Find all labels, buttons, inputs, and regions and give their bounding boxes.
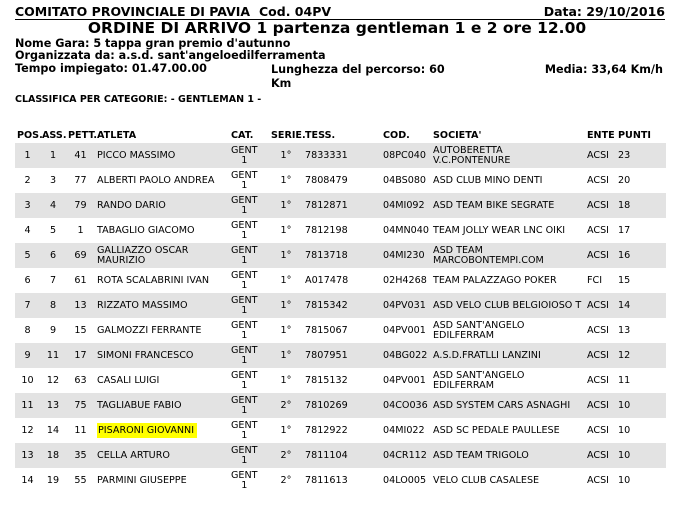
category-stack	[231, 471, 258, 491]
cell-cod: 04LO005	[381, 468, 431, 493]
category-line1: GENT	[231, 144, 258, 156]
cell-pett: 75	[66, 393, 95, 418]
cell-athlete	[95, 293, 229, 318]
column-header: POS.	[17, 129, 43, 141]
cell-ente: ACSI	[585, 293, 616, 318]
cell-ass: 5	[40, 218, 66, 243]
category-line2: 1	[241, 254, 248, 266]
category-stack	[231, 446, 258, 466]
cell-pett: 55	[66, 468, 95, 493]
athlete-name: CELLA ARTURO	[97, 449, 170, 461]
category-stack	[231, 321, 258, 341]
table-row	[15, 343, 666, 368]
category-line2: 1	[241, 179, 248, 191]
cell-cod: 04MI022	[381, 418, 431, 443]
committee-name: COMITATO PROVINCIALE DI PAVIA	[15, 4, 251, 19]
cell-ass: 19	[40, 468, 66, 493]
cell-ass: 3	[40, 168, 66, 193]
category-line1: GENT	[231, 344, 258, 356]
cell-pett: 35	[66, 443, 95, 468]
athlete-name: PISARONI GIOVANNI	[97, 423, 197, 438]
category-line1: GENT	[231, 469, 258, 481]
cell-pos: 9	[15, 343, 40, 368]
cell-pos: 13	[15, 443, 40, 468]
cell-societa: ASD SC PEDALE PAULLESE	[431, 418, 585, 443]
category-line1: GENT	[231, 319, 258, 331]
cell-tess: 7811613	[303, 468, 381, 493]
cell-societa: ASD VELO CLUB BELGIOIOSO T	[431, 293, 585, 318]
cell-category	[229, 168, 269, 193]
cell-serie: 1°	[269, 343, 303, 368]
route-length-line2: Km	[271, 77, 292, 90]
category-line2: 1	[241, 154, 248, 166]
athlete-name: SIMONI FRANCESCO	[97, 349, 194, 361]
athlete-name: ALBERTI PAOLO ANDREA	[97, 174, 215, 186]
category-line2: 1	[241, 279, 248, 291]
page-title: ORDINE DI ARRIVO 1 partenza gentleman 1 e 2 ore 12.00	[87, 19, 587, 37]
cell-pett: 69	[66, 243, 95, 268]
cell-punti: 15	[616, 268, 666, 293]
cell-cod: 04PV001	[381, 368, 431, 393]
cell-serie: 1°	[269, 143, 303, 168]
cell-category	[229, 268, 269, 293]
cell-category	[229, 443, 269, 468]
cell-punti: 23	[616, 143, 666, 168]
table-row	[15, 193, 666, 218]
cell-serie: 1°	[269, 293, 303, 318]
cell-serie: 1°	[269, 218, 303, 243]
cell-cod: 04BG022	[381, 343, 431, 368]
cell-ente: ACSI	[585, 143, 616, 168]
table-header-row	[15, 127, 666, 143]
cell-category	[229, 418, 269, 443]
cell-serie: 2°	[269, 393, 303, 418]
athlete-name: TAGLIABUE FABIO	[97, 399, 182, 411]
cell-serie: 1°	[269, 193, 303, 218]
table-row	[15, 218, 666, 243]
category-line2: 1	[241, 379, 248, 391]
cell-societa: A.S.D.FRATLLI LANZINI	[431, 343, 585, 368]
cell-ass: 7	[40, 268, 66, 293]
average-speed: Media: 33,64 Km/h	[544, 63, 663, 76]
cell-pos: 8	[15, 318, 40, 343]
cell-ass: 18	[40, 443, 66, 468]
table-row	[15, 318, 666, 343]
cell-ente: ACSI	[585, 368, 616, 393]
cell-athlete	[95, 418, 229, 443]
cell-athlete	[95, 368, 229, 393]
category-line1: GENT	[231, 169, 258, 181]
document-date: Data: 29/10/2016	[543, 4, 665, 19]
cell-cod: 04CR112	[381, 443, 431, 468]
athlete-name: PARMINI GIUSEPPE	[97, 474, 187, 486]
column-header: ASS.	[42, 129, 67, 141]
category-line1: GENT	[231, 444, 258, 456]
column-header: SERIE.	[271, 129, 306, 141]
cell-punti: 20	[616, 168, 666, 193]
cell-punti: 10	[616, 468, 666, 493]
cell-ente: FCI	[585, 268, 616, 293]
cell-societa: VELO CLUB CASALESE	[431, 468, 585, 493]
cell-ass: 14	[40, 418, 66, 443]
cell-tess: A017478	[303, 268, 381, 293]
category-line2: 1	[241, 354, 248, 366]
cell-pos: 14	[15, 468, 40, 493]
cell-cod: 04MI092	[381, 193, 431, 218]
cell-ass: 1	[40, 143, 66, 168]
cell-athlete	[95, 218, 229, 243]
column-header: CAT.	[231, 129, 254, 141]
cell-punti: 11	[616, 368, 666, 393]
cell-societa: ASD SANT'ANGELO EDILFERRAM	[431, 318, 585, 343]
category-line2: 1	[241, 454, 248, 466]
cell-punti: 10	[616, 443, 666, 468]
cell-athlete	[95, 318, 229, 343]
cell-tess: 7807951	[303, 343, 381, 368]
category-stack	[231, 346, 258, 366]
cell-pett: 77	[66, 168, 95, 193]
column-header: COD.	[383, 129, 410, 141]
cell-cod: 04MN040	[381, 218, 431, 243]
category-line1: GENT	[231, 394, 258, 406]
cell-pett: 79	[66, 193, 95, 218]
cell-punti: 10	[616, 418, 666, 443]
cell-serie: 1°	[269, 168, 303, 193]
table-row	[15, 368, 666, 393]
cell-cod: 02H4268	[381, 268, 431, 293]
cell-pett: 15	[66, 318, 95, 343]
cell-serie: 1°	[269, 318, 303, 343]
category-line2: 1	[241, 204, 248, 216]
results-body	[15, 143, 666, 493]
cell-tess: 7812198	[303, 218, 381, 243]
athlete-name: PICCO MASSIMO	[97, 149, 176, 161]
cell-pos: 1	[15, 143, 40, 168]
cell-tess: 7808479	[303, 168, 381, 193]
cell-athlete	[95, 168, 229, 193]
cell-ass: 13	[40, 393, 66, 418]
cell-category	[229, 143, 269, 168]
cell-pos: 11	[15, 393, 40, 418]
cell-cod: 04CO036	[381, 393, 431, 418]
athlete-name: GALMOZZI FERRANTE	[97, 324, 202, 336]
table-row	[15, 243, 666, 268]
table-row	[15, 293, 666, 318]
table-row	[15, 143, 666, 168]
cell-tess: 7833331	[303, 143, 381, 168]
column-header: SOCIETA'	[433, 129, 482, 141]
cell-athlete	[95, 243, 229, 268]
race-name: Nome Gara: 5 tappa gran premio d'autunno	[15, 37, 291, 50]
table-row	[15, 393, 666, 418]
cell-ass: 9	[40, 318, 66, 343]
cell-tess: 7811104	[303, 443, 381, 468]
category-stack	[231, 246, 258, 266]
route-length	[271, 63, 471, 91]
cell-category	[229, 243, 269, 268]
cell-ente: ACSI	[585, 168, 616, 193]
cell-cod: 04MI230	[381, 243, 431, 268]
cell-ente: ACSI	[585, 243, 616, 268]
cell-societa: ASD TEAM BIKE SEGRATE	[431, 193, 585, 218]
cell-ente: ACSI	[585, 468, 616, 493]
category-line2: 1	[241, 304, 248, 316]
cell-pett: 13	[66, 293, 95, 318]
cell-societa: TEAM JOLLY WEAR LNC OIKI	[431, 218, 585, 243]
cell-ass: 6	[40, 243, 66, 268]
cell-category	[229, 393, 269, 418]
cell-category	[229, 343, 269, 368]
cell-punti: 10	[616, 393, 666, 418]
cell-serie: 1°	[269, 243, 303, 268]
cell-ass: 12	[40, 368, 66, 393]
cell-ente: ACSI	[585, 318, 616, 343]
column-header: PUNTI	[618, 129, 651, 141]
cell-pos: 4	[15, 218, 40, 243]
cell-societa: ASD SYSTEM CARS ASNAGHI	[431, 393, 585, 418]
cell-tess: 7815067	[303, 318, 381, 343]
category-line1: GENT	[231, 194, 258, 206]
cell-pos: 6	[15, 268, 40, 293]
cell-ass: 4	[40, 193, 66, 218]
category-line2: 1	[241, 479, 248, 491]
cell-pett: 61	[66, 268, 95, 293]
cell-ente: ACSI	[585, 343, 616, 368]
cell-cod: 04PV031	[381, 293, 431, 318]
cell-societa: TEAM PALAZZAGO POKER	[431, 268, 585, 293]
category-stack	[231, 371, 258, 391]
cell-serie: 1°	[269, 368, 303, 393]
athlete-name: GALLIAZZO OSCAR MAURIZIO	[97, 244, 189, 266]
cell-tess: 7812871	[303, 193, 381, 218]
cell-ente: ACSI	[585, 443, 616, 468]
cell-athlete	[95, 468, 229, 493]
cell-ente: ACSI	[585, 418, 616, 443]
cell-punti: 18	[616, 193, 666, 218]
category-line2: 1	[241, 229, 248, 241]
cell-category	[229, 193, 269, 218]
athlete-name: ROTA SCALABRINI IVAN	[97, 274, 210, 286]
category-stack	[231, 146, 258, 166]
category-line1: GENT	[231, 369, 258, 381]
table-row	[15, 418, 666, 443]
category-stack	[231, 196, 258, 216]
table-row	[15, 268, 666, 293]
category-stack	[231, 421, 258, 441]
cell-societa: ASD SANT'ANGELO EDILFERRAM	[431, 368, 585, 393]
cell-punti: 12	[616, 343, 666, 368]
athlete-name: TABAGLIO GIACOMO	[97, 224, 195, 236]
column-header: ENTE	[587, 129, 615, 141]
cell-societa: ASD CLUB MINO DENTI	[431, 168, 585, 193]
cell-athlete	[95, 443, 229, 468]
cell-category	[229, 318, 269, 343]
category-line1: GENT	[231, 419, 258, 431]
cell-serie: 1°	[269, 418, 303, 443]
cell-serie: 2°	[269, 468, 303, 493]
category-line1: GENT	[231, 269, 258, 281]
cell-tess: 7815132	[303, 368, 381, 393]
cell-category	[229, 468, 269, 493]
cell-pett: 41	[66, 143, 95, 168]
cell-cod: 04BS080	[381, 168, 431, 193]
cell-pos: 5	[15, 243, 40, 268]
category-line2: 1	[241, 404, 248, 416]
cell-societa: ASD TEAM MARCOBONTEMPI.COM	[431, 243, 585, 268]
cell-pett: 1	[66, 218, 95, 243]
cell-cod: 08PC040	[381, 143, 431, 168]
cell-category	[229, 368, 269, 393]
category-stack	[231, 271, 258, 291]
results-table	[15, 127, 666, 493]
category-line2: 1	[241, 329, 248, 341]
cell-pett: 17	[66, 343, 95, 368]
route-length-line1: Lunghezza del percorso: 60	[271, 63, 445, 76]
category-line1: GENT	[231, 244, 258, 256]
race-organizer: Organizzata da: a.s.d. sant'angeloedilferramenta	[15, 49, 326, 62]
cell-tess: 7810269	[303, 393, 381, 418]
cell-ente: ACSI	[585, 218, 616, 243]
cell-athlete	[95, 343, 229, 368]
cell-pett: 11	[66, 418, 95, 443]
cell-societa: ASD TEAM TRIGOLO	[431, 443, 585, 468]
category-line1: GENT	[231, 294, 258, 306]
cell-tess: 7813718	[303, 243, 381, 268]
cell-ente: ACSI	[585, 393, 616, 418]
cell-pos: 7	[15, 293, 40, 318]
cell-ass: 8	[40, 293, 66, 318]
column-header: ATLETA	[97, 129, 137, 141]
cell-pos: 10	[15, 368, 40, 393]
cell-punti: 13	[616, 318, 666, 343]
cell-athlete	[95, 393, 229, 418]
table-row	[15, 443, 666, 468]
athlete-name: RIZZATO MASSIMO	[97, 299, 188, 311]
category-line2: 1	[241, 429, 248, 441]
cell-ass: 11	[40, 343, 66, 368]
athlete-name: RANDO DARIO	[97, 199, 166, 211]
column-header: TESS.	[305, 129, 336, 141]
cell-societa: AUTOBERETTA V.C.PONTENURE	[431, 143, 585, 168]
cell-pos: 2	[15, 168, 40, 193]
cell-tess: 7812922	[303, 418, 381, 443]
category-line1: GENT	[231, 219, 258, 231]
cell-athlete	[95, 268, 229, 293]
cell-athlete	[95, 143, 229, 168]
table-row	[15, 468, 666, 493]
cell-punti: 17	[616, 218, 666, 243]
cell-ente: ACSI	[585, 193, 616, 218]
cell-category	[229, 293, 269, 318]
time-used: Tempo impiegato: 01.47.00.00	[15, 62, 207, 75]
category-stack	[231, 396, 258, 416]
cell-punti: 14	[616, 293, 666, 318]
category-stack	[231, 221, 258, 241]
cell-pos: 3	[15, 193, 40, 218]
committee-code: Cod. 04PV	[259, 4, 332, 19]
category-stack	[231, 171, 258, 191]
cell-pett: 63	[66, 368, 95, 393]
column-header: PETT.	[68, 129, 98, 141]
table-row	[15, 168, 666, 193]
category-stack	[231, 296, 258, 316]
cell-cod: 04PV001	[381, 318, 431, 343]
cell-serie: 2°	[269, 443, 303, 468]
cell-athlete	[95, 193, 229, 218]
cell-tess: 7815342	[303, 293, 381, 318]
athlete-name: CASALI LUIGI	[97, 374, 160, 386]
cell-punti: 16	[616, 243, 666, 268]
category-heading: CLASSIFICA PER CATEGORIE: - GENTLEMAN 1 -	[15, 94, 262, 105]
cell-category	[229, 218, 269, 243]
cell-pos: 12	[15, 418, 40, 443]
cell-serie: 1°	[269, 268, 303, 293]
